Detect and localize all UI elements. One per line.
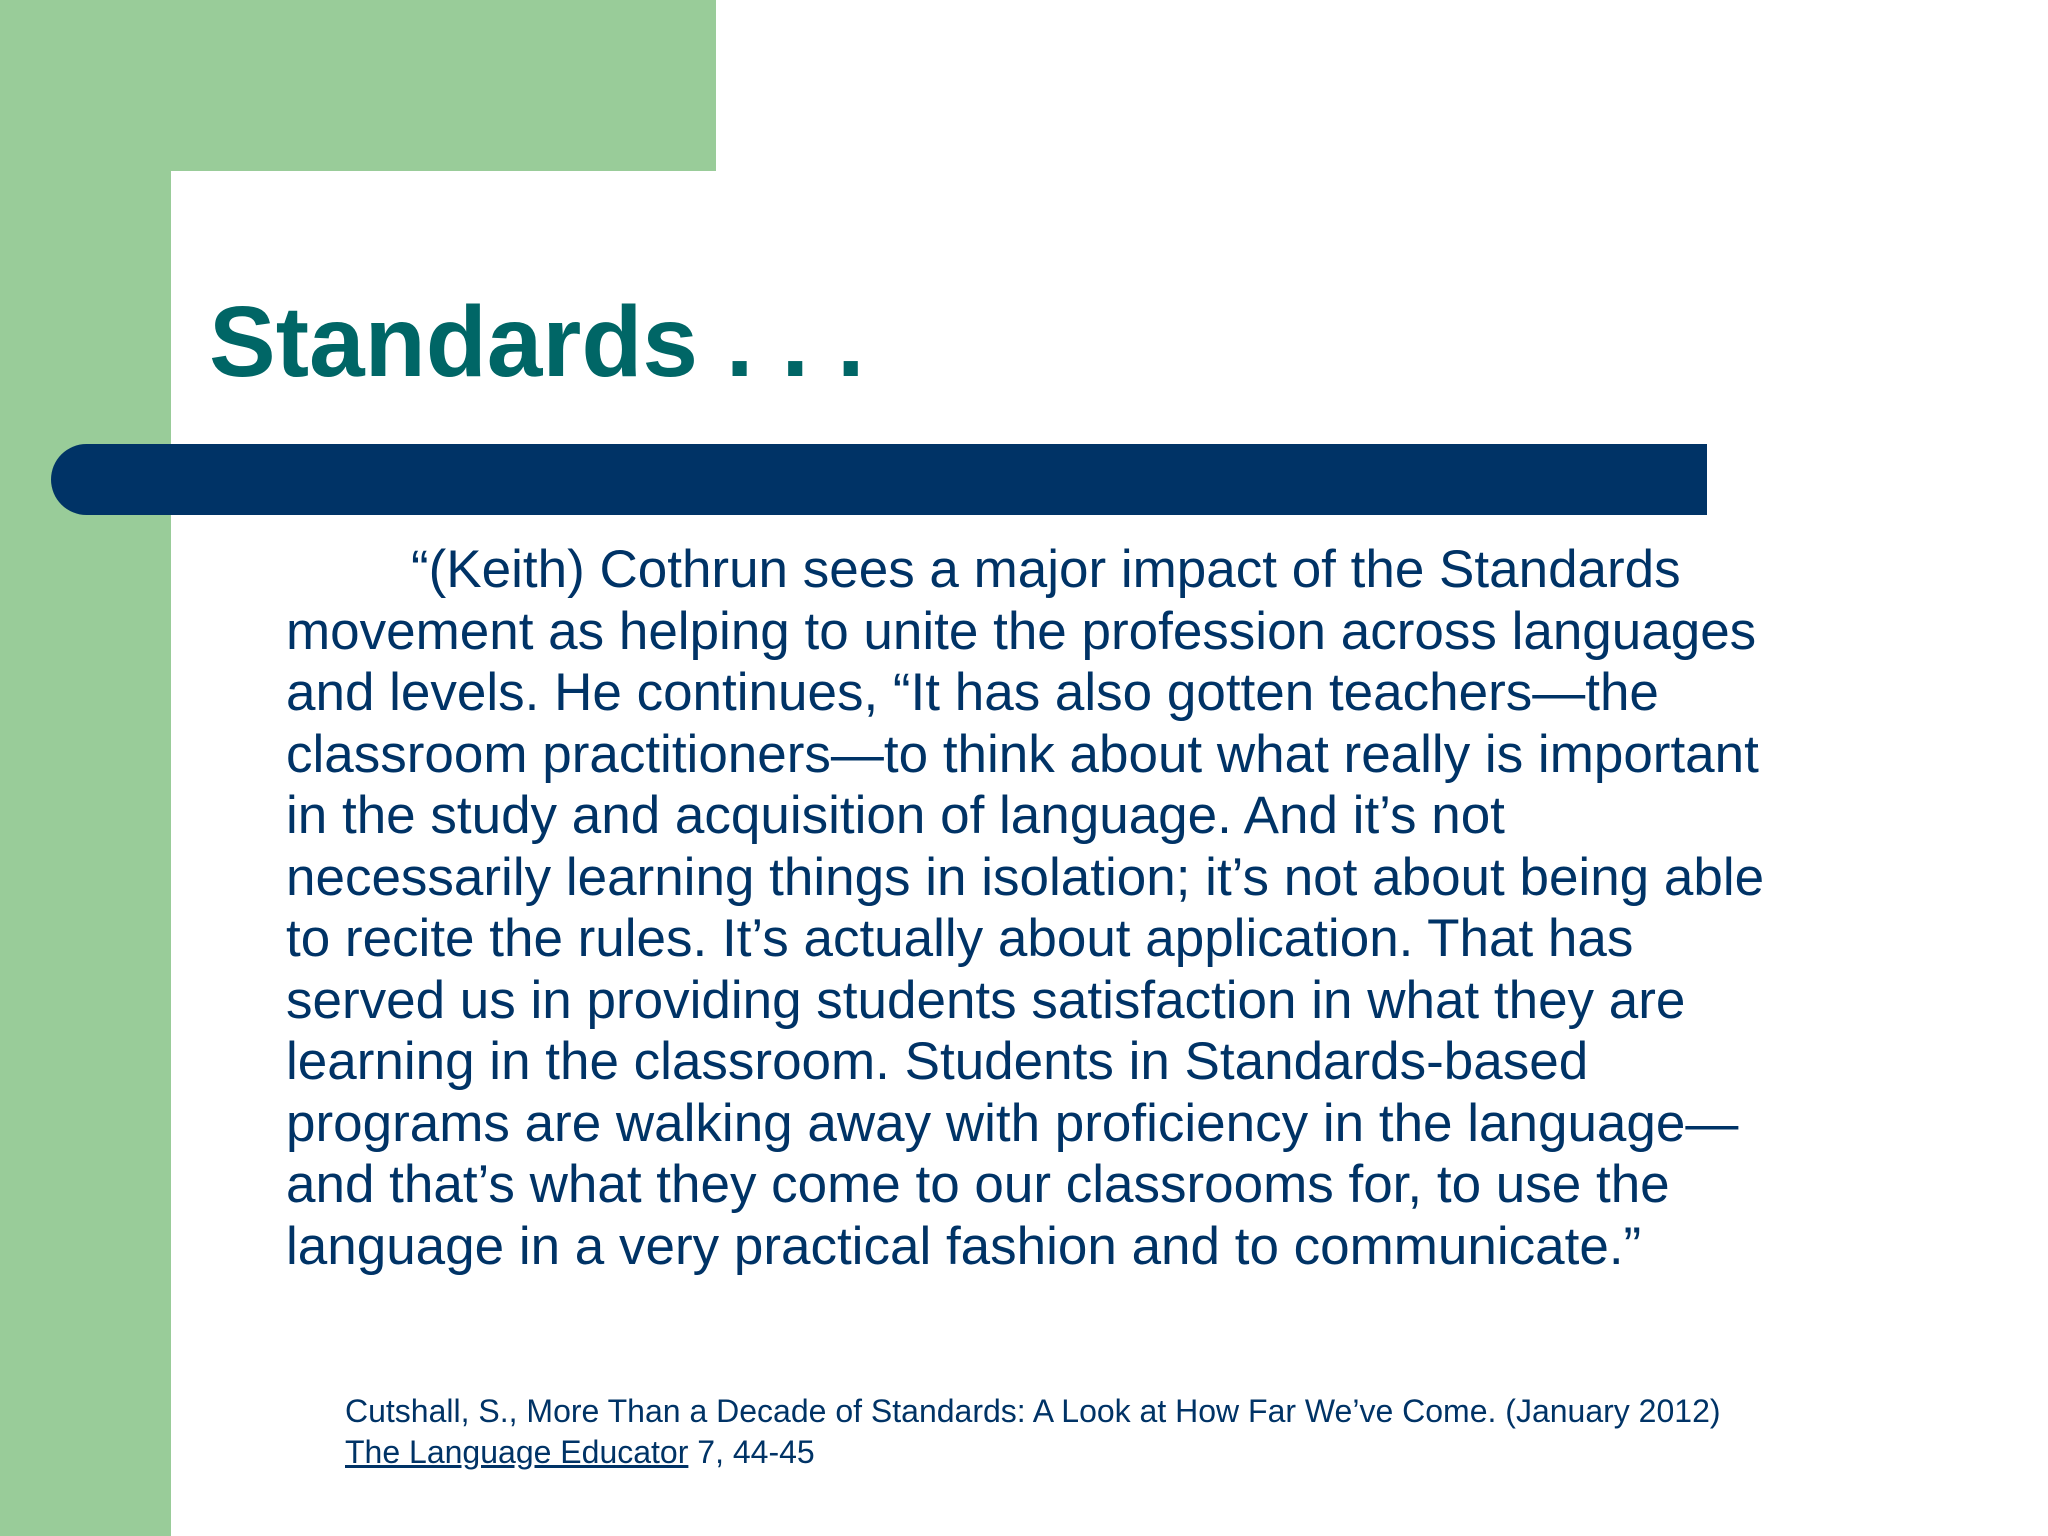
quote-line: “(Keith) Cothrun sees a major impact of the Standards — [411, 540, 1681, 599]
title-underline-bar — [51, 444, 1707, 515]
journal-title: The Language Educator — [345, 1434, 689, 1470]
citation — [345, 1391, 1721, 1473]
quote-line: necessarily learning things in isolation; it’s not about being able — [286, 847, 1765, 907]
citation-line: Cutshall, S., More Than a Decade of Standards: A Look at How Far We’ve Come. (January 2012) — [345, 1393, 1721, 1429]
quote-block — [286, 539, 1906, 1277]
quote-line: language in a very practical fashion and to communicate.” — [286, 1216, 1642, 1276]
quote-line: programs are walking away with proficiency in the language— — [286, 1093, 1739, 1153]
quote-line: in the study and acquisition of language. And it’s not — [286, 786, 1505, 845]
quote-line: and levels. He continues, “It has also gotten teachers—the — [286, 663, 1659, 722]
quote-line: to recite the rules. It’s actually about application. That has — [286, 909, 1634, 968]
quote-line: movement as helping to unite the profession across languages — [286, 601, 1757, 661]
citation-source — [345, 1432, 1721, 1473]
citation-pages: 7, 44-45 — [688, 1434, 815, 1470]
quote-line: and that’s what they come to our classrooms for, to use the — [286, 1155, 1670, 1214]
quote-line: served us in providing students satisfaction in what they are — [286, 970, 1686, 1030]
slide-title: Standards . . . — [209, 286, 865, 398]
green-sidebar-band — [0, 0, 171, 1536]
green-top-band — [0, 0, 716, 171]
quote-line: classroom practitioners—to think about what really is important — [286, 724, 1759, 784]
quote-line: learning in the classroom. Students in Standards-based — [286, 1032, 1589, 1091]
